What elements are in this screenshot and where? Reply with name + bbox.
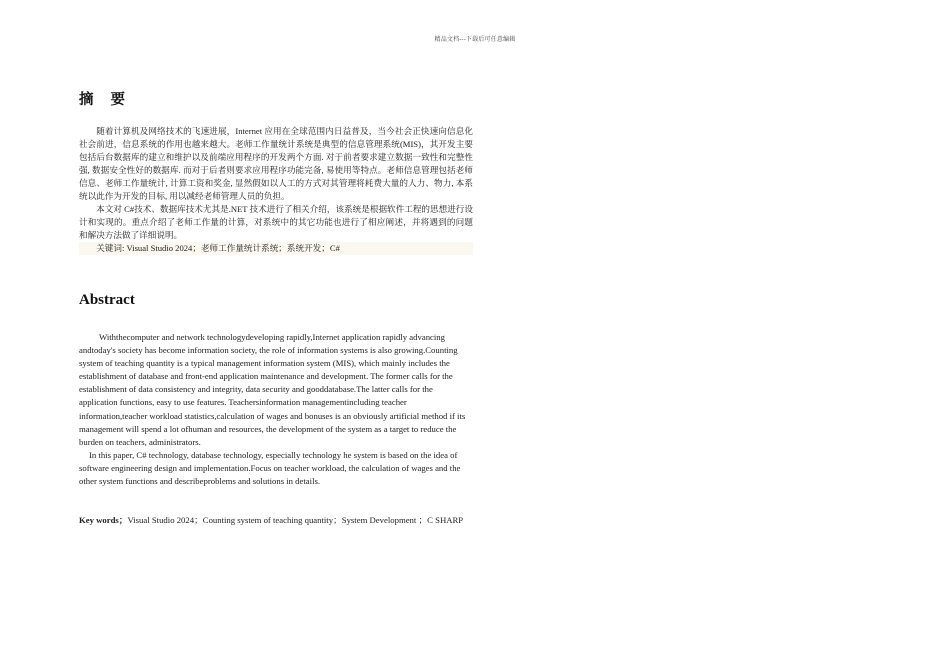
english-keywords-label: Key words； — [79, 515, 128, 525]
english-abstract-body — [79, 331, 473, 488]
page-header: 精品文档---下载后可任意编辑 — [434, 37, 516, 43]
chinese-abstract-body — [79, 125, 473, 255]
english-keywords-value: Visual Studio 2024；Counting system of teaching quantity；System Development ；C SHARP — [127, 515, 464, 525]
chinese-abstract-paragraph-1: 随着计算机及网络技术的飞速进展，Internet 应用在全球范围内日益普及，当今社会正快速向信息化社会前进，信息系统的作用也越来越大。老师工作量统计系统是典型的信息管理系统(MIS)，其开发主要包括后台数据库的建立和维护以及前端应用程序的开发两个方面. 对于前者要求建立数据一致性和完整性强, 数据安全性好的数据库. 而对于后者则要求应用程序功能完备, 易使用等特点。老师信息管理包括老师信息、老师工作量统计, 计算工资和奖金, 显然假如以人工的方式对其管理将耗费大量的人力、物力, 本系统以此作为开发的目标, 用以减经老师管理人员的负担。 — [79, 126, 473, 201]
chinese-abstract-paragraph-2: 本文对 C#技术、数据库技术尤其是.NET 技术进行了相关介绍，该系统是根据软件工程的思想进行设计和实现的。重点介绍了老师工作量的计算，对系统中的其它功能也进行了相应阐述，并将遇到的问题和解决方法做了详细说明。 — [79, 204, 473, 240]
english-keywords — [79, 514, 473, 527]
english-abstract-paragraph-2: In this paper, C# technology, database technology, especially technology he system is based on the idea of software engineering design and implementation.Focus on teacher workload, the calculation of wages and the other system functions and describeproblems and solutions in details. — [79, 449, 461, 487]
english-abstract-title: Abstract — [79, 292, 135, 308]
chinese-abstract-title: 摘 要 — [79, 92, 132, 108]
chinese-keywords: 关键词: Visual Studio 2024；老师工作量统计系统；系统开发；C# — [79, 242, 473, 255]
english-abstract-paragraph-1: Withthecomputer and network technologydeveloping rapidly,Internet application rapidly advancing andtoday's society has become information society, the role of information systems is also growing.Counting system of teaching quantity is a typical management information system (MIS), which mainly includes the establishment of database and front-end application maintenance and development. The former calls for the establishment of data consistency and integrity, data security and gooddatabase.The latter calls for the application functions, easy to use features. Teachersinformation managementincluding teacher information,teacher workload statistics,calculation of wages and bonuses is an obviously artificial method if its management will spend a lot ofhuman and resources, the development of the system as a target to reduce the burden on teachers, administrators. — [79, 332, 466, 447]
